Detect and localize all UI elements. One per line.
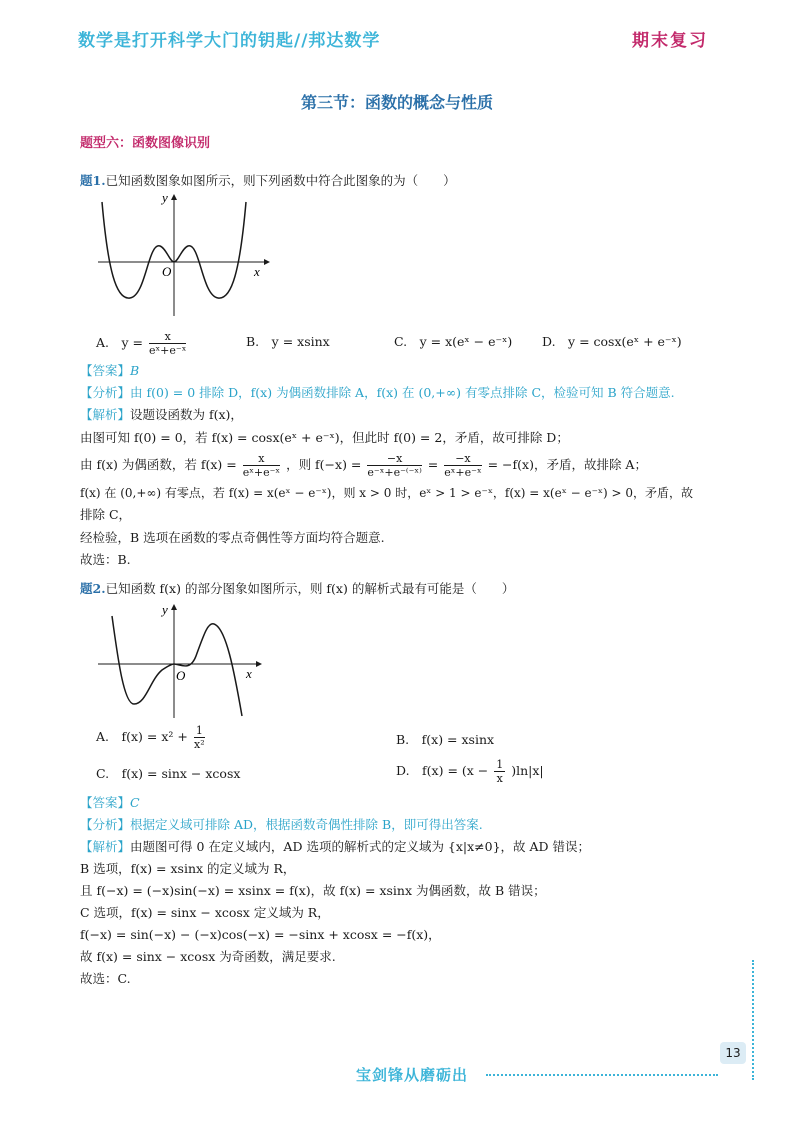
topic-heading: 题型六：函数图像识别 xyxy=(80,136,211,151)
q2-y-label: y xyxy=(162,602,168,617)
q1-option-b: B. y = xsinx xyxy=(246,334,330,349)
q2-stem-text: 已知函数 f(x) 的部分图象如图所示，则 f(x) 的解析式最有可能是（ ） xyxy=(105,581,515,596)
q2-graph xyxy=(94,600,274,720)
header-title: 数学是打开科学大门的钥匙//邦达数学 xyxy=(78,31,381,51)
q1-solution-line3: 由 f(x) 为偶函数，若 f(x) = $\frac{x}{\text{eˣ+e⁻ˣ}}$ ，则 f(−x) = $\frac{-x}{\text{e⁻ˣ+e⁻⁽⁻ˣ⁾}}$ = $\frac{-x}{\text{eˣ+e⁻ˣ}}$ = −f(x)，矛盾，故排除 A； xyxy=(80,452,647,479)
q1-tag: 题1. xyxy=(80,173,106,188)
q2-solution-line2: B 选项，f(x) = xsinx 的定义域为 R， xyxy=(80,861,296,876)
q2-option-c: C. f(x) = sinx − xcosx xyxy=(96,766,241,781)
q1-option-a: A. y = $\frac{x}{\text{eˣ+e⁻ˣ}}$ xyxy=(96,330,187,357)
q1-option-c: C. y = x(eˣ − e⁻ˣ) xyxy=(394,334,513,349)
q2-origin-label: O xyxy=(176,668,186,683)
q2-solution-line5: f(−x) = sin(−x) − (−x)cos(−x) = −sinx + xcosx = −f(x)， xyxy=(80,927,441,942)
q2-answer: 【答案】C xyxy=(80,795,140,810)
q1-option-a-fraction: $\frac{x}{\text{eˣ+e⁻ˣ}}$ xyxy=(149,330,187,357)
q2-x-arrow xyxy=(256,661,262,667)
q1-answer: 【答案】B xyxy=(80,363,140,378)
q2-solution-line3: 且 f(−x) = (−x)sin(−x) = xsinx = f(x)，故 f(x) = xsinx 为偶函数，故 B 错误； xyxy=(80,883,546,898)
page-number: 13 xyxy=(720,1042,746,1064)
q2-solution-line7: 故选：C. xyxy=(80,971,131,986)
q2-y-arrow xyxy=(171,604,177,610)
q1-stem-text: 已知函数图象如图所示，则下列函数中符合此图象的为（ ） xyxy=(105,173,456,188)
q1-x-label: x xyxy=(254,264,260,279)
q1-solution-line7: 故选：B. xyxy=(80,552,131,567)
margin-dotted-line xyxy=(752,960,757,1080)
q1-analysis: 【分析】由 f(0) = 0 排除 D，f(x) 为偶函数排除 A，f(x) 在 (0,+∞) 有零点排除 C，检验可知 B 符合题意. xyxy=(80,385,675,400)
q1-solution-line2: 由图可知 f(0) = 0，若 f(x) = cosx(eˣ + e⁻ˣ)，但此时 f(0) = 2，矛盾，故可排除 D； xyxy=(80,430,569,445)
footer-motto: 宝剑锋从磨砺出 xyxy=(356,1066,469,1084)
section-title: 第三节：函数的概念与性质 xyxy=(300,93,493,112)
q1-x-arrow xyxy=(264,259,270,265)
q2-x-label: x xyxy=(246,666,252,681)
q2-analysis: 【分析】根据定义域可排除 AD，根据函数奇偶性排除 B，即可得出答案. xyxy=(80,817,483,832)
footer-dotted-line xyxy=(486,1074,718,1076)
q2-stem xyxy=(80,580,514,598)
q1-y-arrow xyxy=(171,194,177,200)
q1-solution-line1: 【解析】设题设函数为 f(x)， xyxy=(80,407,243,422)
header-section-label: 期末复习 xyxy=(632,31,708,51)
q1-stem xyxy=(80,172,456,190)
q1-option-d: D. y = cosx(eˣ + e⁻ˣ) xyxy=(542,334,682,349)
q1-y-label: y xyxy=(162,190,168,205)
q2-option-b: B. f(x) = xsinx xyxy=(396,732,495,747)
q2-tag: 题2. xyxy=(80,581,106,596)
q2-solution-line1: 【解析】由题图可得 0 在定义域内，AD 选项的解析式的定义域为 {x|x≠0}，故 AD 错误； xyxy=(80,839,591,854)
q2-solution-line6: 故 f(x) = sinx − xcosx 为奇函数，满足要求. xyxy=(80,949,336,964)
q2-option-a: A. f(x) = x² + $\frac{1}{\text{x²}}$ xyxy=(96,724,205,751)
q2-option-a-fraction: $\frac{1}{\text{x²}}$ xyxy=(194,724,205,751)
q2-solution-line4: C 选项，f(x) = sinx − xcosx 定义域为 R， xyxy=(80,905,330,920)
q1-solution-line5: 排除 C， xyxy=(80,507,132,522)
q1-graph xyxy=(94,190,274,320)
q1-origin-label: O xyxy=(162,264,172,279)
q2-curve xyxy=(112,616,242,716)
q2-option-d-fraction: $\frac{1}{x}$ xyxy=(496,758,504,785)
q1-solution-line6: 经检验，B 选项在函数的零点奇偶性等方面均符合题意. xyxy=(80,530,385,545)
q2-option-d: D. f(x) = (x − $\frac{1}{x}$ )ln|x| xyxy=(396,758,544,785)
q1-solution-line4: f(x) 在 (0,+∞) 有零点，若 f(x) = x(eˣ − e⁻ˣ)，则 x > 0 时，eˣ > 1 > e⁻ˣ，f(x) = x(eˣ − e⁻ˣ) > 0，矛盾，故 xyxy=(80,486,693,500)
